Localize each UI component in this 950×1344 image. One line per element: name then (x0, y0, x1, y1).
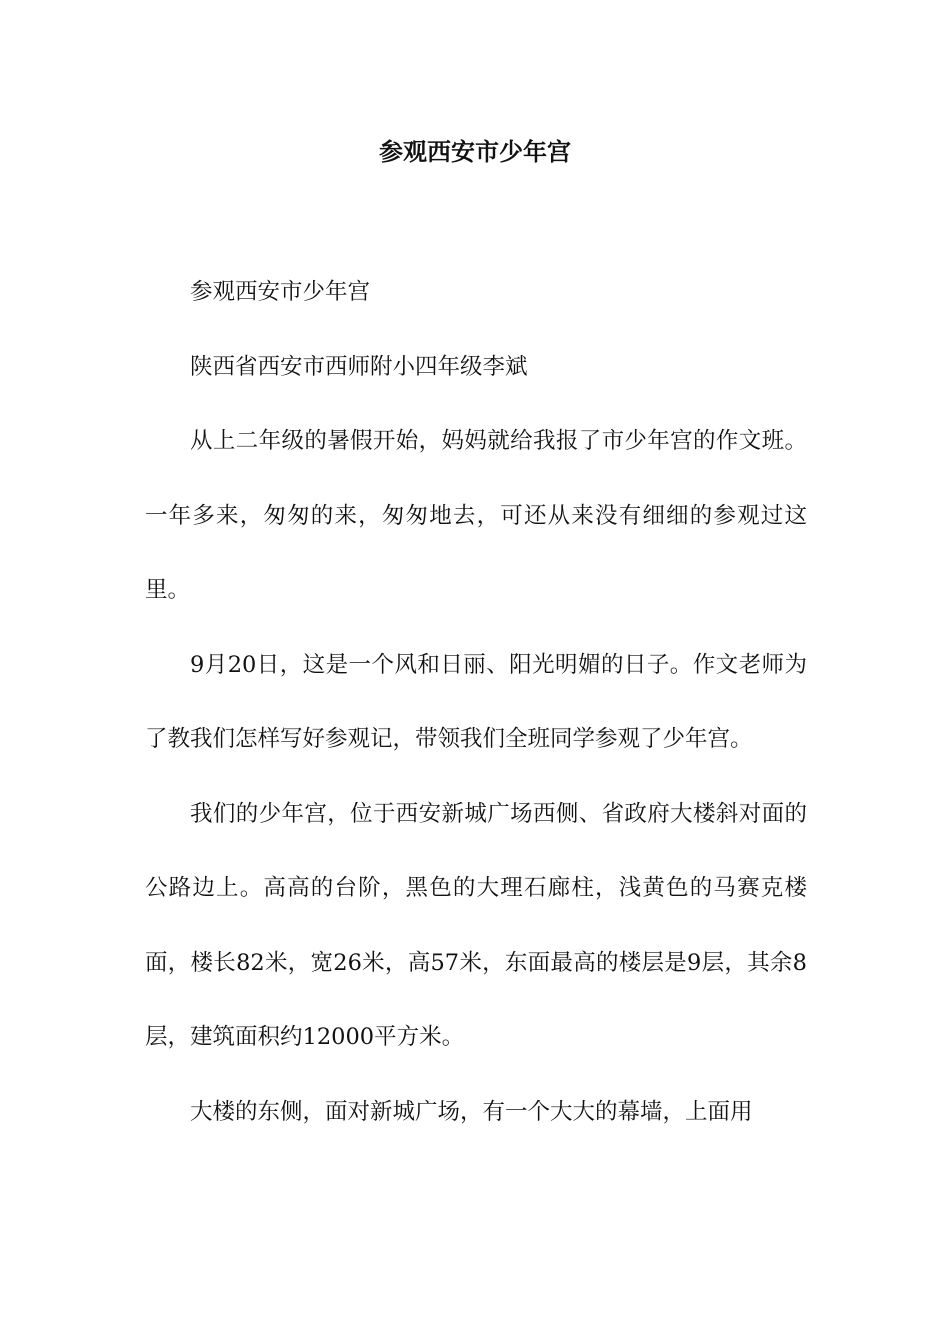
paragraph-subtitle: 参观西安市少年宫 (190, 279, 371, 305)
paragraph: 从上二年级的暑假开始，妈妈就给我报了市少年宫的作文班。一年多来，匆匆的来，匆匆地去，可还从来没有细细的参观过这里。 (145, 428, 807, 603)
document-body (145, 255, 807, 1149)
paragraph: 我们的少年宫，位于西安新城广场西侧、省政府大楼斜对面的公路边上。高高的台阶，黑色的大理石廊柱，浅黄色的马赛克楼面，楼长82米，宽26米，高57米，东面最高的楼层是9层，其余8层，建筑面积约12000平方米。 (145, 800, 807, 1050)
paragraph: 大楼的东侧，面对新城广场，有一个大大的幕墙，上面用 (190, 1098, 753, 1125)
paragraph-author: 陕西省西安市西师附小四年级李斌 (190, 353, 528, 380)
document-title: 参观西安市少年宫 (379, 137, 571, 166)
paragraph: 9月20日，这是一个风和日丽、阳光明媚的日子。作文老师为了教我们怎样写好参观记，带领我们全班同学参观了少年宫。 (145, 651, 807, 752)
